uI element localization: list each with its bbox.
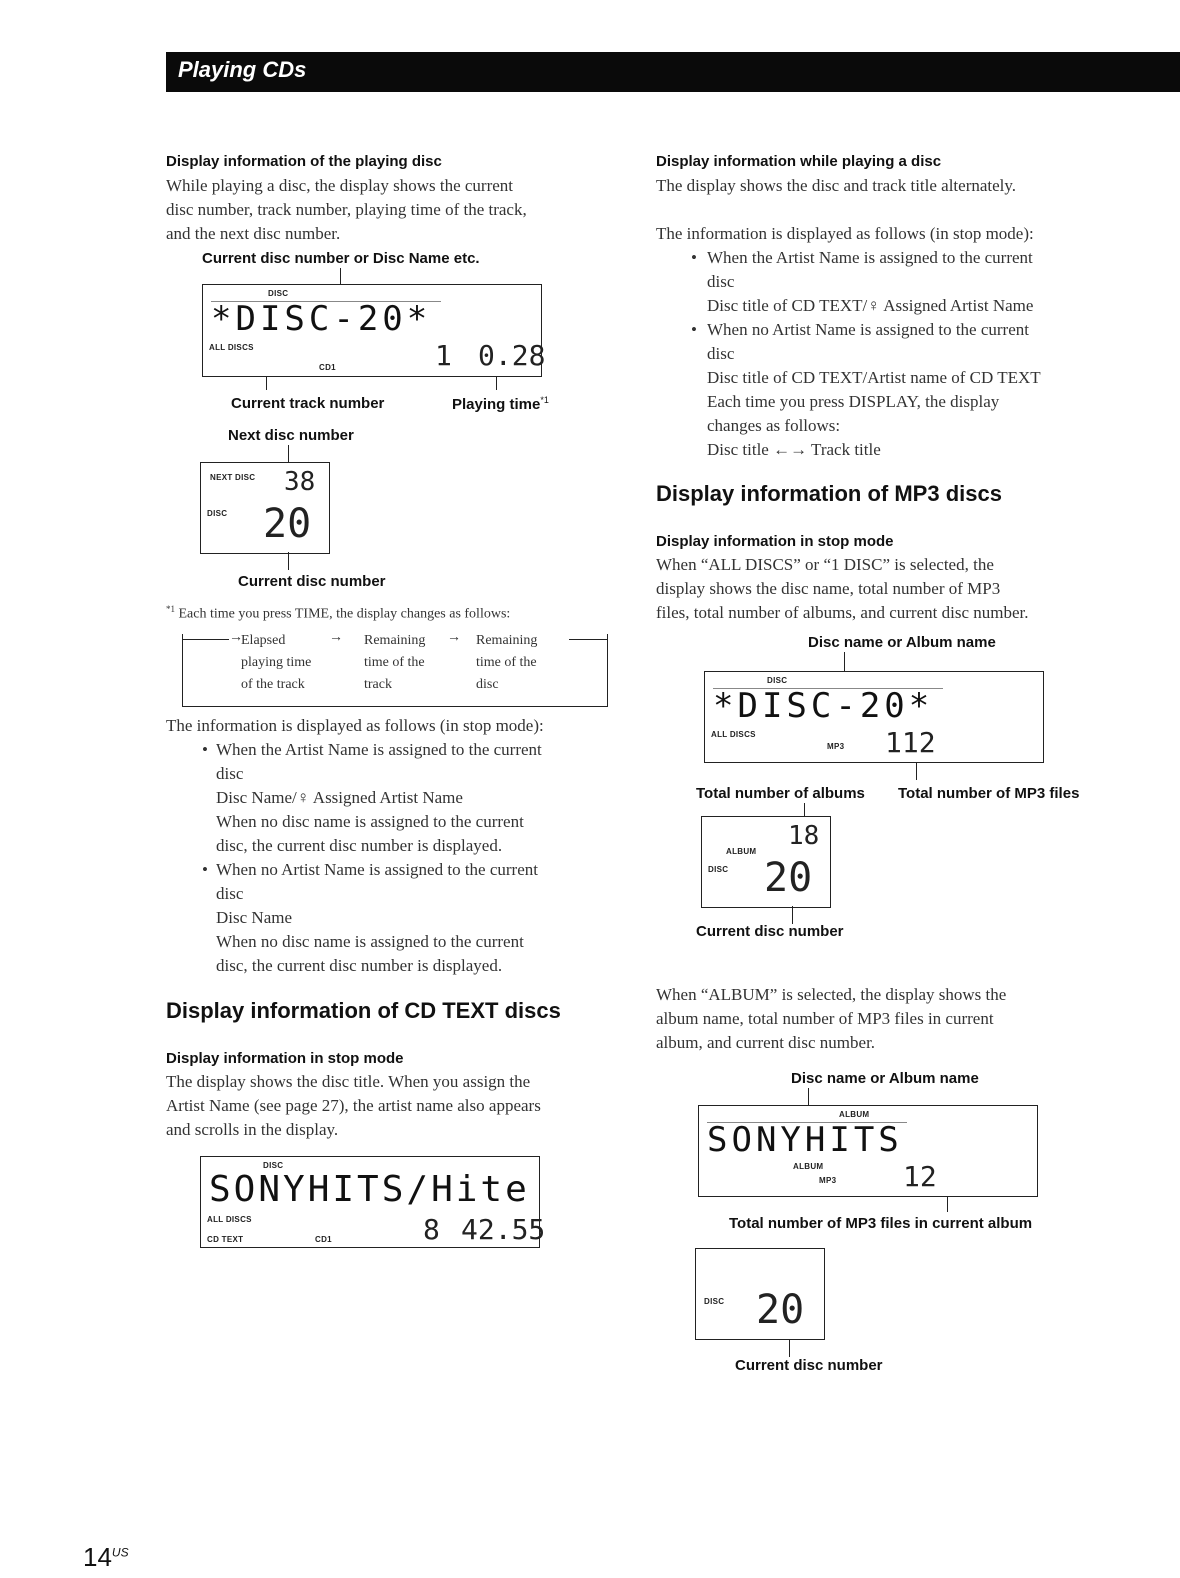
text-line: While playing a disc, the display shows the current (166, 176, 513, 195)
page-region-suffix: US (111, 1545, 129, 1560)
text-line: When “ALBUM” is selected, the display shows the (656, 985, 1007, 1004)
section-title: Playing CDs (178, 57, 307, 82)
lcd-main-text: SONYHITS/Hite (209, 1169, 530, 1210)
text-line: files, total number of albums, and current disc number. (656, 603, 1029, 622)
bullet-icon: • (202, 860, 208, 879)
lcd-disc-indicator: DISC (263, 1161, 284, 1170)
cycle-text: disc (476, 677, 499, 692)
lcd-album-indicator: ALBUM (839, 1110, 870, 1119)
playing-disc-text (166, 174, 527, 246)
bullet-icon: • (202, 740, 208, 759)
label-current-disc: Current disc number (735, 1357, 883, 1374)
cycle-arrow-line (569, 639, 607, 640)
cycle-text: Elapsed (241, 633, 286, 648)
bullet-artist-assigned (707, 246, 1033, 318)
text-line: When no Artist Name is assigned to the current (707, 320, 1029, 339)
text-line: album name, total number of MP3 files in current (656, 1009, 994, 1028)
lcd-track-number: 8 (423, 1213, 440, 1246)
text-line: and the next disc number. (166, 224, 341, 243)
footnote (166, 604, 510, 623)
text-line: disc (216, 884, 244, 903)
cycle-step-elapsed (241, 630, 311, 696)
cycle-step-remaining-disc (476, 630, 537, 696)
time-cycle-diagram (182, 630, 608, 707)
section-banner (166, 52, 1180, 92)
while-playing-text: The display shows the disc and track title alternately. (656, 176, 1017, 195)
lcd-next-disc (200, 462, 330, 554)
lcd-mp3-indicator: MP3 (827, 742, 845, 751)
cycle-text: time of the (364, 655, 425, 670)
label-current-disc: Current disc number (238, 573, 386, 590)
label-total-mp3-in-album: Total number of MP3 files in current album (729, 1215, 1033, 1232)
cycle-step-remaining-track (364, 630, 425, 696)
label-current-track: Current track number (231, 395, 385, 412)
text-line: disc (707, 344, 735, 363)
text-line: album, and current disc number. (656, 1033, 876, 1052)
label-playing-time (452, 395, 549, 413)
arrow-icon: → (447, 630, 461, 645)
text-line: changes as follows: (707, 416, 841, 435)
label-current-disc-name: Current disc number or Disc Name etc. (202, 250, 480, 267)
lcd-disc-value: 20 (756, 1287, 805, 1333)
lcd-mp3-album (701, 816, 831, 908)
text-line: disc (216, 764, 244, 783)
subheading-while-playing: Display information while playing a disc (656, 153, 942, 170)
text-line: disc, the current disc number is displayed. (216, 956, 503, 975)
cycle-text: Remaining (364, 633, 426, 648)
lcd-main-text: SONYHITS (707, 1120, 903, 1160)
bullet-icon: • (691, 248, 697, 267)
text-line: Disc Name/♀ Assigned Artist Name (216, 788, 463, 807)
text-line: When no Artist Name is assigned to the current (216, 860, 538, 879)
cdtext-text (166, 1070, 541, 1142)
footnote-text: Each time you press TIME, the display changes as follows: (178, 606, 511, 622)
cycle-arrow-line (183, 639, 229, 640)
leader-line (496, 376, 497, 390)
text-line: disc, the current disc number is displayed. (216, 836, 503, 855)
cycle-text: playing time (241, 655, 312, 670)
subheading-cdtext-stop: Display information in stop mode (166, 1050, 404, 1067)
lcd-disc-indicator: DISC (207, 509, 228, 518)
leader-line (792, 906, 793, 924)
cycle-text: track (364, 677, 392, 692)
lcd-next-disc-value: 38 (284, 467, 316, 497)
lcd-time: 42.55 (461, 1213, 546, 1246)
page-number (83, 1542, 129, 1573)
album-text (656, 983, 1006, 1055)
text-line: Disc title ←→ Track title (707, 440, 881, 459)
lcd-album-indicator: ALBUM (726, 847, 757, 856)
lcd-mp3-files: 12 (903, 1160, 937, 1193)
leader-line (288, 552, 289, 570)
text-line: The display shows the disc title. When you assign the (166, 1072, 531, 1091)
text-line: Disc Name (216, 908, 293, 927)
label-playing-time-text: Playing time (452, 396, 541, 413)
heading-cd-text: Display information of CD TEXT discs (166, 998, 561, 1023)
lcd-play-time: 0.28 (478, 339, 546, 372)
leader-line (266, 376, 267, 390)
lcd-cdtext (200, 1156, 546, 1248)
cycle-text: of the track (241, 677, 305, 692)
bullet-artist-assigned (216, 738, 542, 858)
lcd-disc-value: 20 (263, 501, 312, 547)
lcd-album-indicator-2: ALBUM (793, 1162, 824, 1171)
leader-line (947, 1196, 948, 1212)
text-line: When the Artist Name is assigned to the current (216, 740, 542, 759)
arrow-icon: → (229, 630, 243, 645)
subheading-mp3-stop: Display information in stop mode (656, 533, 894, 550)
label-current-disc: Current disc number (696, 923, 844, 940)
label-disc-album-name: Disc name or Album name (791, 1070, 979, 1087)
lcd-all-discs: ALL DISCS (209, 343, 254, 352)
lcd-main-text: *DISC-20* (713, 686, 934, 726)
cycle-text: Remaining (476, 633, 538, 648)
subheading-playing-disc: Display information of the playing disc (166, 153, 442, 170)
text-line: When the Artist Name is assigned to the current (707, 248, 1033, 267)
text-line: and scrolls in the display. (166, 1120, 339, 1139)
text-line: When no disc name is assigned to the current (216, 932, 524, 951)
text-line: Artist Name (see page 27), the artist name also appears (166, 1096, 541, 1115)
bullet-artist-not-assigned (216, 858, 538, 978)
text-line: When “ALL DISCS” or “1 DISC” is selected, the (656, 555, 994, 574)
bullet-icon: • (691, 320, 697, 339)
text-line: Disc title of CD TEXT/Artist name of CD TEXT (707, 368, 1041, 387)
lcd-cd1: CD1 (315, 1235, 332, 1244)
stop-mode-intro: The information is displayed as follows (in stop mode): (166, 716, 544, 735)
label-total-albums: Total number of albums (696, 785, 865, 802)
page-number-value: 14 (83, 1542, 112, 1572)
lcd-disc-indicator: DISC (767, 676, 788, 685)
lcd-all-discs: ALL DISCS (207, 1215, 252, 1224)
label-total-mp3-files: Total number of MP3 files (898, 785, 1080, 802)
lcd-all-discs: ALL DISCS (711, 730, 756, 739)
footnote-mark: *1 (166, 604, 175, 614)
text-line: disc (707, 272, 735, 291)
footnote-ref: *1 (540, 395, 549, 405)
lcd-mp3-files: 112 (885, 726, 936, 759)
arrow-icon: → (329, 630, 343, 645)
bullet-artist-not-assigned (707, 318, 1041, 462)
mp3-text (656, 553, 1029, 625)
lcd-main-text: *DISC-20* (211, 299, 432, 339)
leader-line (789, 1339, 790, 1357)
text-line: display shows the disc name, total number of MP3 (656, 579, 1001, 598)
text-line: Disc title of CD TEXT/♀ Assigned Artist Name (707, 296, 1034, 315)
lcd-cdtext-indicator: CD TEXT (207, 1235, 244, 1244)
lcd-disc-value: 20 (764, 855, 813, 901)
stop-mode-intro: The information is displayed as follows (in stop mode): (656, 224, 1034, 243)
text-line: disc number, track number, playing time of the track, (166, 200, 527, 219)
lcd-cd1: CD1 (319, 363, 336, 372)
text-line: When no disc name is assigned to the current (216, 812, 524, 831)
lcd-mp3-indicator: MP3 (819, 1176, 837, 1185)
lcd-display-playing (202, 284, 546, 377)
lcd-disc-only (695, 1248, 825, 1340)
heading-mp3: Display information of MP3 discs (656, 481, 1002, 506)
lcd-album-mode (698, 1105, 1038, 1197)
text-line: Each time you press DISPLAY, the display (707, 392, 1000, 411)
leader-line (916, 762, 917, 780)
lcd-mp3-disc (704, 671, 1044, 763)
label-disc-album-name: Disc name or Album name (808, 634, 996, 651)
lcd-track-number: 1 (435, 339, 452, 372)
lcd-album-value: 18 (788, 821, 820, 851)
lcd-disc-indicator: DISC (708, 865, 729, 874)
lcd-next-disc-indicator: NEXT DISC (210, 473, 256, 482)
cycle-text: time of the (476, 655, 537, 670)
lcd-disc-indicator: DISC (268, 289, 289, 298)
label-next-disc: Next disc number (228, 427, 354, 444)
lcd-disc-indicator: DISC (704, 1297, 725, 1306)
